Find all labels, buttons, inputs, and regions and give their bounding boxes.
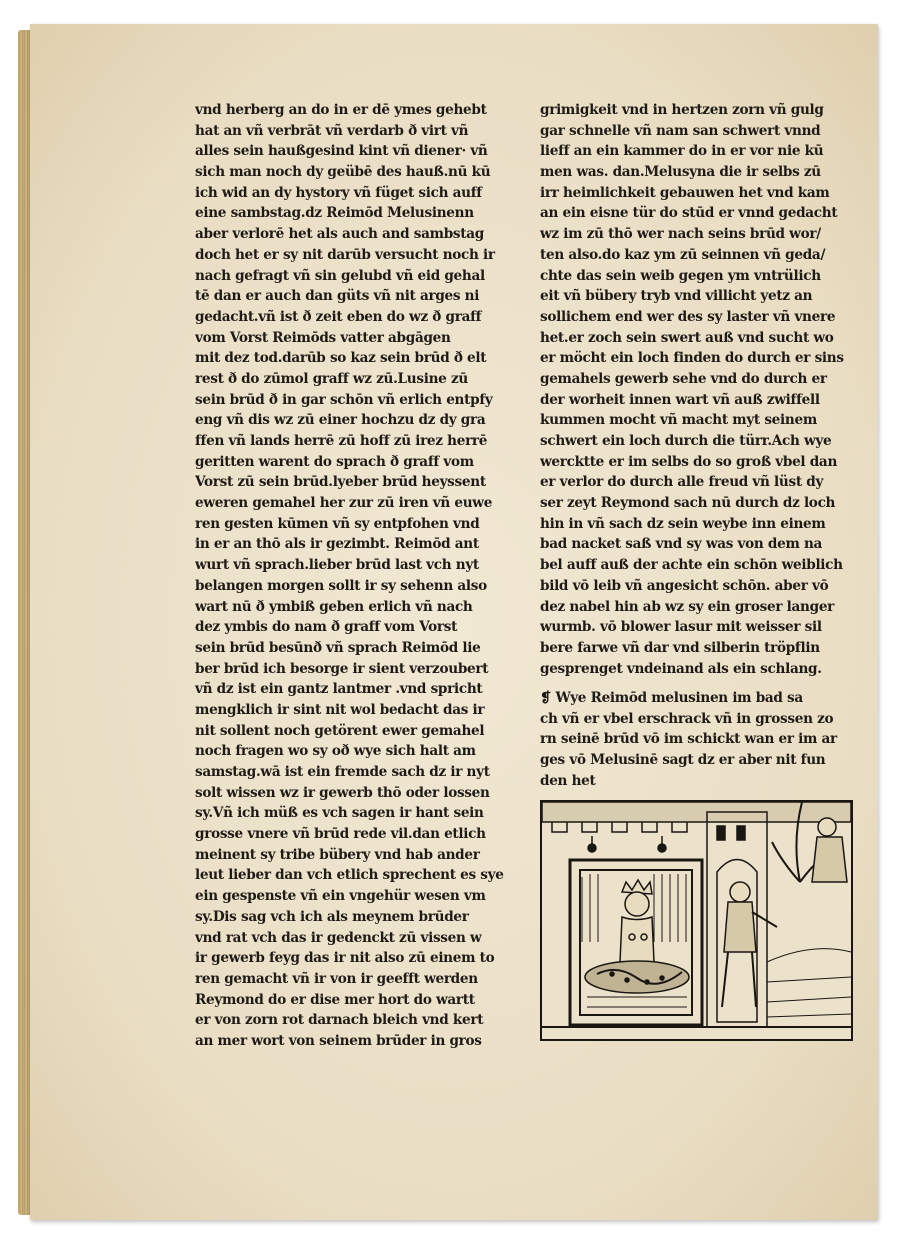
text-line: solt wissen wz ir gewerb thō oder lossen [195, 784, 490, 801]
text-line: sy.Vñ ich müß es vch sagen ir hant sein [195, 805, 484, 822]
text-line: ren gemacht vñ ir von ir geefft werden [195, 970, 478, 987]
text-line: het.er zoch sein swert auß vnd sucht wo [540, 329, 834, 346]
text-line: sollichem end wer des sy laster vñ vnere [540, 308, 836, 325]
text-line: men was. dan.Melusyna die ir selbs zū [540, 164, 821, 181]
melusine-bath-woodcut [542, 802, 851, 1039]
text-line: an mer wort von seinem brūder in gros [195, 1032, 482, 1049]
text-line: an ein eisne tür do stūd er vnnd gedacht [540, 205, 838, 222]
text-line: grosse vnere vñ brūd rede vil.dan etlich [195, 826, 486, 843]
text-line: samstag.wā ist ein fremde sach dz ir nyt [195, 764, 490, 780]
text-line: eine sambstag.dz Reimōd Melusinenn [195, 205, 474, 222]
text-line: bad nacket saß vnd sy was von dem na [540, 536, 823, 553]
text-line: bel auff auß der achte ein schōn weiblich [540, 557, 843, 574]
text-line: sein brūd ð in gar schōn vñ erlich entpfy [195, 391, 493, 408]
text-line: gedacht.vñ ist ð zeit eben do wz ð graff [195, 308, 482, 325]
text-line: aber verlorē het als auch and sambstag [195, 226, 484, 243]
text-line: bild vō leib vñ angesicht schōn. aber vō [540, 577, 829, 594]
heading-line: ges vō Melusinē sagt dz er aber nit fun [540, 752, 826, 769]
text-line: sich man noch dy geübē des hauß.nū kū [195, 164, 491, 181]
text-line: ten also.do kaz ym zū seinnen vñ geda/ [540, 246, 826, 263]
text-line: nit sollent noch getörent ewer gemahel [195, 722, 485, 739]
text-line: meinent sy tribe bübery vnd hab ander [195, 846, 480, 863]
text-line: vnd rat vch das ir gedenckt zū vissen w [195, 929, 482, 946]
text-line: Vorst zū sein brūd.lyeber brūd heyssent [195, 474, 486, 491]
text-line: dez nabel hin ab wz sy ein groser langer [540, 598, 835, 615]
text-line: eweren gemahel her zur zū iren vñ euwe [195, 495, 493, 512]
text-line: kummen mocht vñ macht myt seinem [540, 412, 817, 429]
text-line: eit vñ bübery tryb vnd villicht yetz an [540, 288, 813, 305]
text-line: sy.Dis sag vch ich als meynem brūder [195, 908, 469, 925]
heading-line: den het [540, 772, 596, 789]
text-line: alles sein haußgesind kint vñ diener· vñ [195, 143, 488, 160]
text-line: grimigkeit vnd in hertzen zorn vñ gulg [540, 102, 824, 118]
text-line: er von zorn rot darnach bleich vnd kert [195, 1012, 484, 1029]
text-line: eng vñ dis wz zū einer hochzu dz dy gra [195, 412, 486, 429]
text-line: ren gesten kūmen vñ sy entpfohen vnd [195, 515, 480, 532]
chapter-heading [540, 688, 858, 791]
text-line: vom Vorst Reimōds vatter abgāgen [195, 329, 451, 346]
text-line: schwert ein loch durch die türr.Ach wye [540, 433, 832, 449]
text-line: sein brūd besūnð vñ sprach Reimōd lie [195, 639, 481, 656]
text-line: hat an vñ verbrāt vñ verdarb ð virt vñ [195, 122, 469, 139]
text-line: gar schnelle vñ nam san schwert vnnd [540, 122, 821, 139]
text-line: ein gespenste vñ ein vngehür wesen vm [195, 888, 486, 905]
right-text-column [540, 100, 858, 679]
text-line: mit dez tod.darūb so kaz sein brūd ð elt [195, 350, 487, 367]
text-line: geritten warent do sprach ð graff vom [195, 453, 474, 470]
text-line: er verlor do durch alle freud vñ lüst dy [540, 474, 824, 491]
text-line: nach gefragt vñ sin gelubd vñ eid gehal [195, 267, 485, 284]
text-line: hin in vñ sach dz sein weybe inn einem [540, 515, 826, 532]
text-line: wurmb. vō blower lasur mit weisser sil [540, 619, 822, 636]
left-text-column [195, 100, 519, 1052]
text-line: ffen vñ lands herrē zū hoff zū irez herrē [195, 433, 488, 449]
text-line: irr heimlichkeit gebauwen het vnd kam [540, 184, 830, 201]
heading-line: ❡ Wye Reimōd melusinen im bad sa [540, 690, 803, 706]
text-line: wz im zū thō wer nach seins brūd wor/ [540, 226, 821, 243]
text-line: doch het er sy nit darūb versucht noch ir [195, 246, 495, 263]
text-line: er möcht ein loch finden do durch er sins [540, 350, 844, 367]
text-line: der worheit innen wart vñ auß zwiffell [540, 391, 820, 408]
text-line: mengklich ir sint nit wol bedacht das ir [195, 701, 485, 718]
text-line: wurt vñ sprach.lieber brūd last vch nyt [195, 557, 479, 574]
text-line: gemahels gewerb sehe vnd do durch er [540, 370, 827, 387]
text-line: ir gewerb feyg das ir nit also zū einem to [195, 950, 495, 967]
text-line: in er an thō als ir gezimbt. Reimōd ant [195, 536, 479, 553]
text-line: wercktte er im selbs do so groß vbel dan [540, 453, 838, 470]
text-line: wart nū ð ymbiß geben erlich vñ nach [195, 598, 473, 615]
text-line: chte das sein weib gegen ym vntrülich [540, 267, 821, 284]
text-line: rest ð do zūmol graff wz zū.Lusine zū [195, 370, 468, 387]
text-line: vnd herberg an do in er dē ymes gehebt [195, 102, 487, 118]
text-line: belangen morgen sollt ir sy sehenn also [195, 577, 487, 594]
text-line: bere farwe vñ dar vnd silberin tröpflin [540, 639, 820, 656]
text-line: noch fragen wo sy oð wye sich halt am [195, 743, 476, 760]
text-line: dez ymbis do nam ð graff vom Vorst [195, 619, 458, 636]
heading-line: rn seinē brūd vō im schickt wan er im ar [540, 731, 837, 748]
text-line: Reymond do er dise mer hort do wartt [195, 991, 475, 1008]
heading-line: ch vñ er vbel erschrack vñ in grossen zo [540, 710, 834, 727]
woodcut-illustration [540, 800, 853, 1041]
text-line: leut lieber dan vch etlich sprechent es sye [195, 867, 504, 884]
text-line: lieff an ein kammer do in er vor nie kū [540, 143, 824, 160]
text-line: tē dan er auch dan güts vñ nit arges ni [195, 288, 480, 305]
text-line: ich wid an dy hystory vñ füget sich auff [195, 184, 482, 201]
text-line: vñ dz ist ein gantz lantmer .vnd spricht [195, 681, 483, 698]
text-line: ser zeyt Reymond sach nū durch dz loch [540, 495, 836, 512]
text-line: gesprenget vndeinand als ein schlang. [540, 660, 822, 677]
text-line: ber brūd ich besorge ir sient verzoubert [195, 660, 489, 677]
